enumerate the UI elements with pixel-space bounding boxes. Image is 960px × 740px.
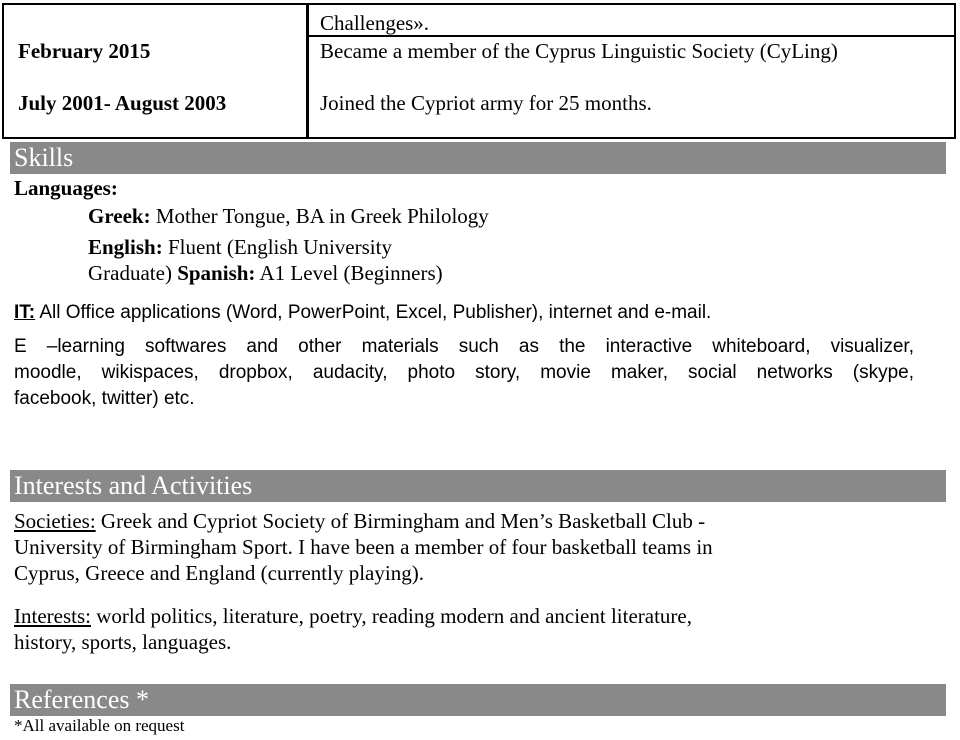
languages-label-text: Languages: (14, 176, 118, 200)
societies-line-3: Cyprus, Greece and England (currently playing). (14, 561, 424, 585)
it-text: All Office applications (Word, PowerPoint, Excel, Publisher), internet and e-mail. (35, 302, 712, 323)
greek-label: Greek: (88, 204, 151, 228)
elearning-line-3: facebook, twitter) etc. (14, 388, 195, 409)
interests-text-1: world politics, literature, poetry, reading modern and ancient literature, (90, 604, 692, 628)
experience-table (2, 3, 956, 139)
interests-label: Interests: (14, 604, 91, 628)
references-heading: References * (10, 684, 946, 716)
greek-text: Mother Tongue, BA in Greek Philology (150, 204, 489, 228)
table-column-divider (306, 5, 309, 137)
english-line (88, 235, 392, 259)
elearning-line-2: moodle, wikispaces, dropbox, audacity, photo story, movie maker, social networks (skype, (14, 362, 914, 383)
table-row-0-description: Challenges». (320, 11, 430, 35)
elearning-line-1: E –learning softwares and other materials such as the interactive whiteboard, visualizer, (14, 336, 914, 357)
table-row-1-description: Became a member of the Cyprus Linguistic Society (CyLing) (320, 39, 838, 63)
spanish-text: A1 Level (Beginners) (255, 261, 443, 285)
languages-label (14, 176, 118, 200)
interests-line-1 (14, 604, 692, 628)
english-text-continued: Graduate) (88, 261, 178, 285)
skills-heading: Skills (10, 142, 946, 174)
it-label: IT: (14, 302, 36, 323)
interests-heading: Interests and Activities (10, 470, 946, 502)
table-row-2-date: July 2001- August 2003 (18, 91, 227, 115)
table-row-divider (306, 35, 954, 37)
english-label: English: (88, 235, 163, 259)
societies-line-1 (14, 509, 705, 533)
it-line (14, 301, 711, 325)
table-row-2-description: Joined the Cypriot army for 25 months. (320, 91, 652, 115)
societies-line-2: University of Birmingham Sport. I have been a member of four basketball teams in (14, 535, 713, 559)
table-row-1-date: February 2015 (18, 39, 151, 63)
spanish-label: Spanish: (177, 261, 256, 285)
societies-label: Societies: (14, 509, 96, 533)
societies-text-1: Greek and Cypriot Society of Birmingham and Men’s Basketball Club - (95, 509, 706, 533)
interests-line-2: history, sports, languages. (14, 630, 232, 654)
references-note: *All available on request (14, 716, 185, 735)
greek-line (88, 204, 489, 228)
english-text: Fluent (English University (162, 235, 392, 259)
spanish-line (88, 261, 443, 285)
